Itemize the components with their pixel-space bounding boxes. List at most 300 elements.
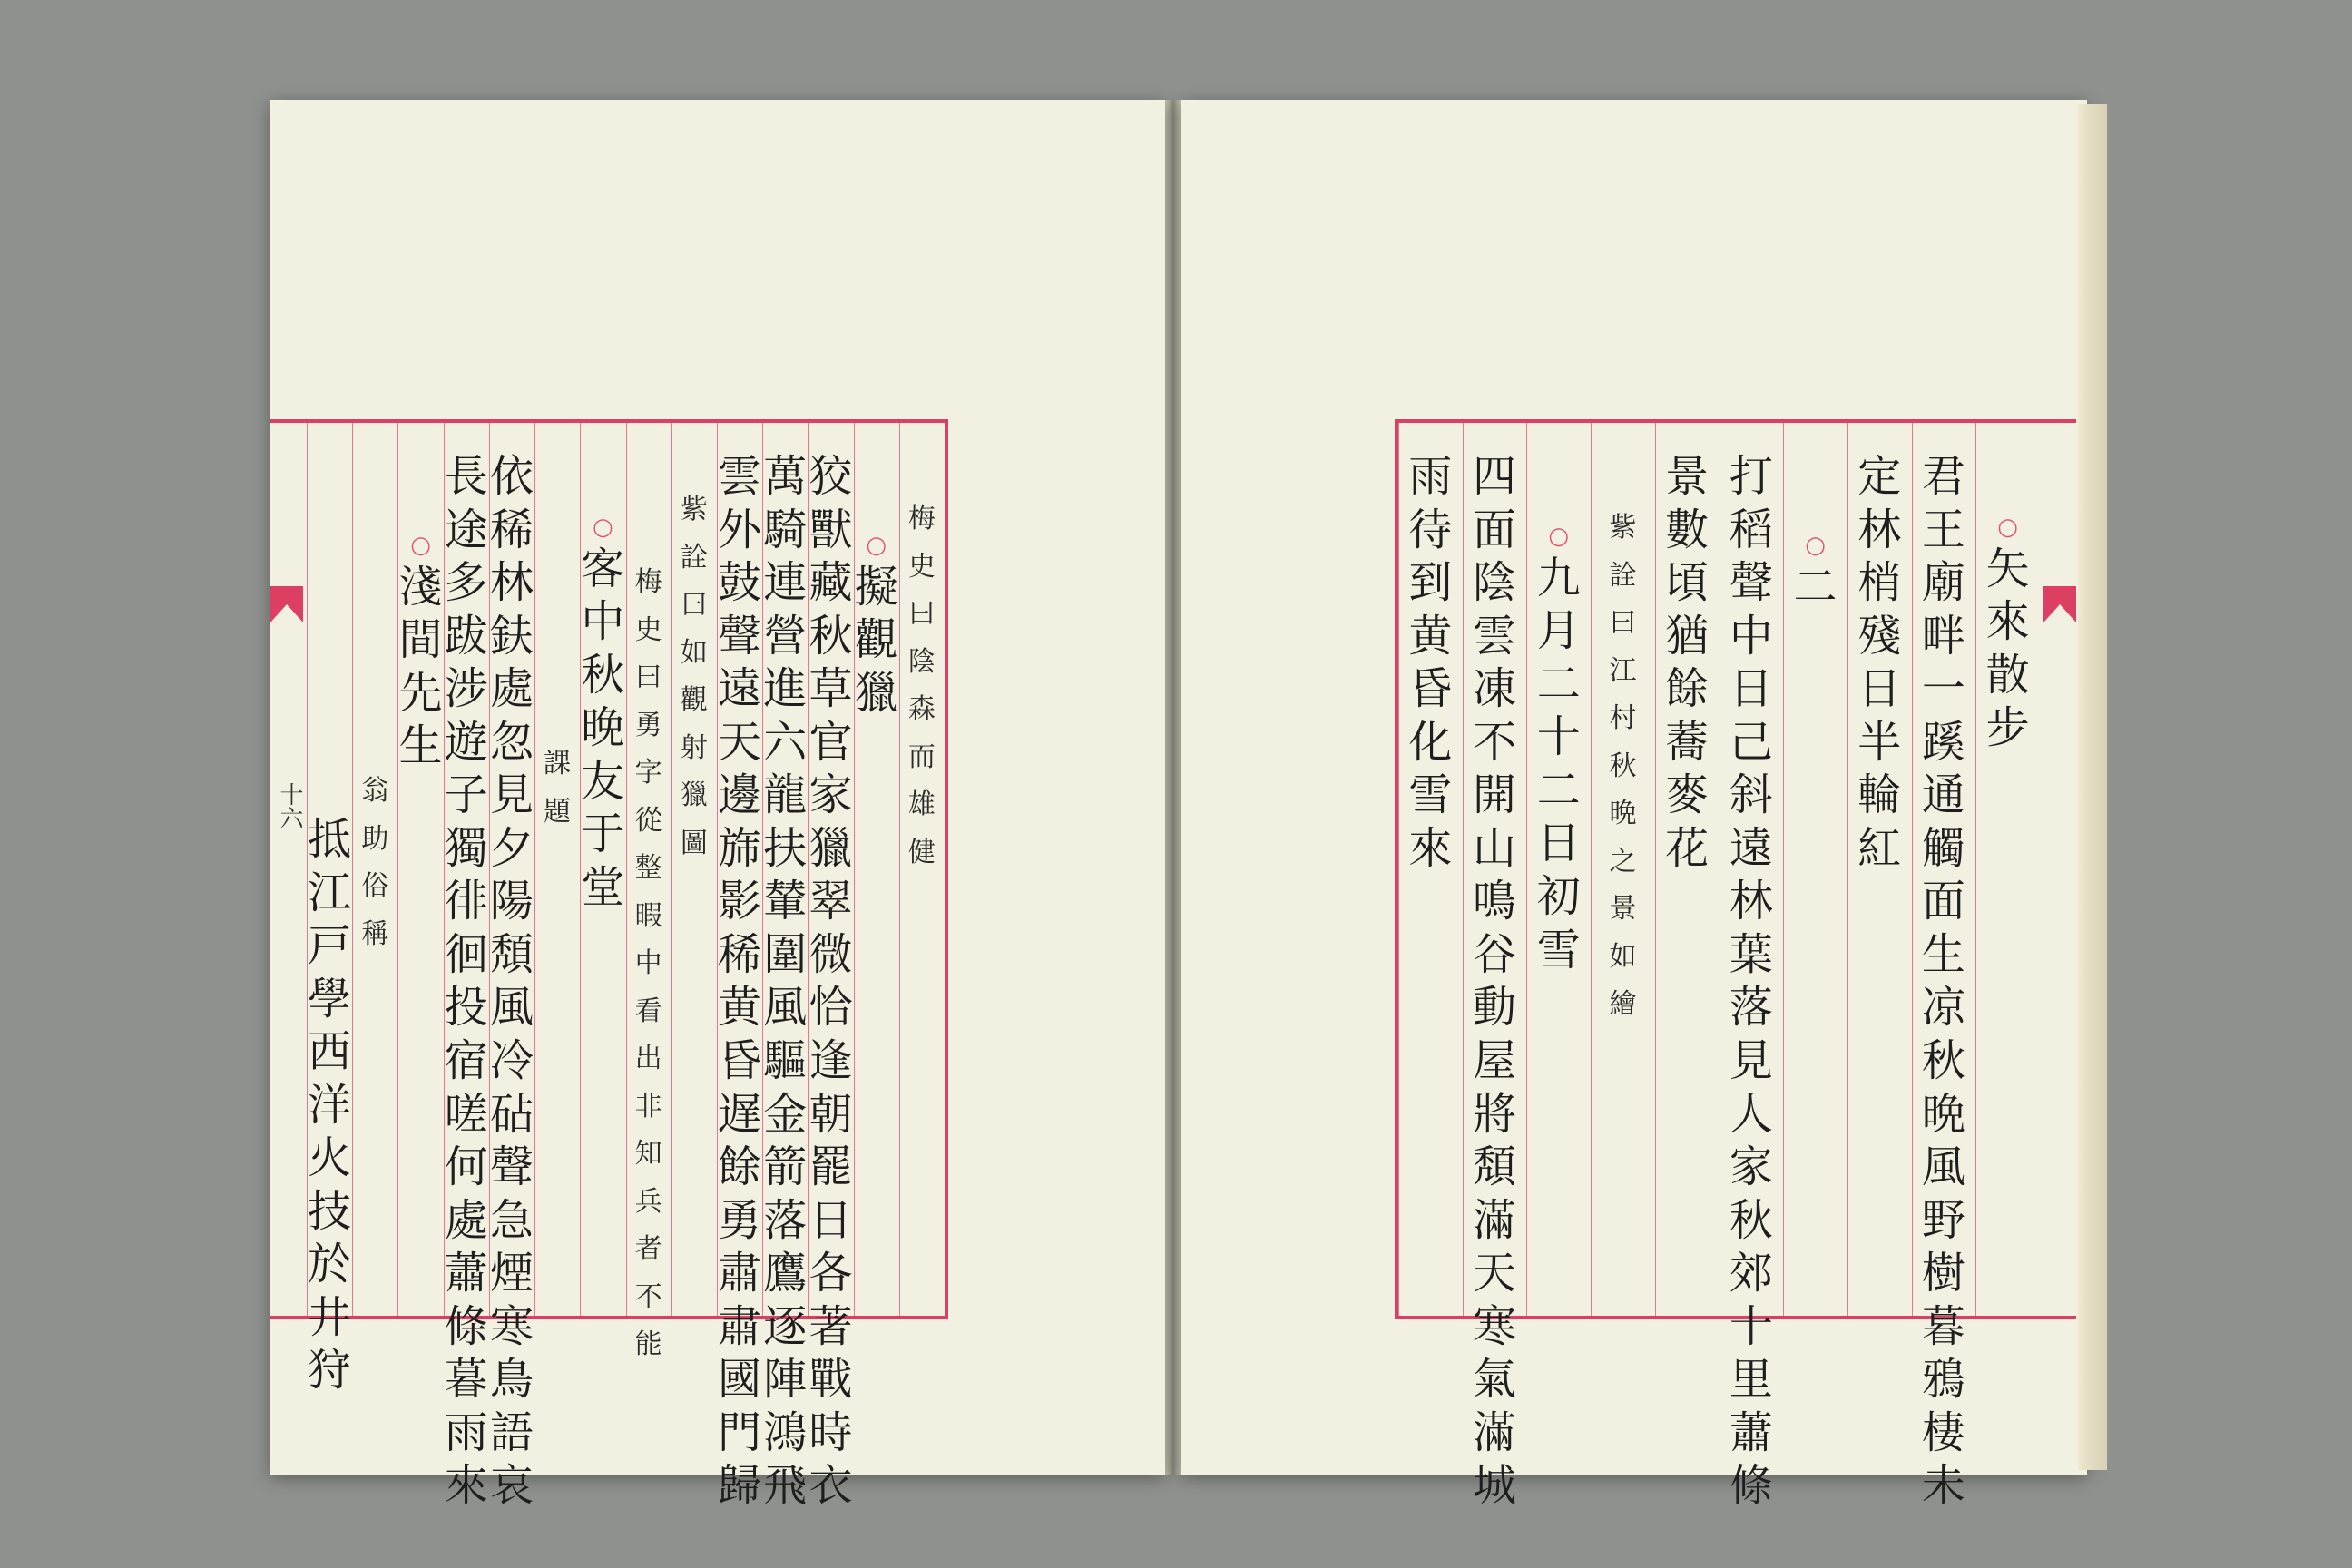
glyph: 見	[489, 769, 534, 821]
glyph: 進	[763, 663, 808, 715]
glyph: 中	[581, 596, 625, 648]
column-rule	[1398, 423, 1399, 1316]
glyph: 抵	[308, 814, 352, 865]
glyph: 詮	[680, 541, 708, 573]
circle-mark-icon: ○	[410, 532, 431, 559]
glyph: 開	[1473, 769, 1517, 821]
glyph: 史	[907, 550, 936, 583]
glyph: 跋	[444, 610, 488, 662]
circle-mark-icon: ○	[1548, 523, 1570, 550]
glyph: 江	[1609, 654, 1637, 687]
glyph: 淺	[398, 561, 443, 612]
glyph: 堂	[581, 862, 625, 913]
glyph: 稀	[489, 504, 534, 555]
glyph: 殘	[1857, 610, 1902, 662]
glyph: 二	[1536, 658, 1581, 710]
glyph: 見	[1729, 1035, 1773, 1087]
glyph: 君	[1921, 451, 1965, 502]
glyph: 天	[718, 716, 762, 768]
glyph: 蕎	[1665, 716, 1710, 768]
glyph: 門	[718, 1406, 762, 1458]
glyph: 遠	[1729, 822, 1773, 874]
glyph: 棲	[1921, 1406, 1965, 1458]
glyph: 客	[581, 543, 625, 594]
glyph: 罷	[808, 1142, 853, 1193]
glyph: 俗	[361, 870, 389, 902]
glyph: 影	[718, 876, 762, 927]
glyph: 猶	[1665, 610, 1710, 662]
glyph: 森	[907, 693, 936, 725]
glyph: 外	[718, 504, 762, 555]
glyph: 國	[718, 1354, 762, 1406]
circle-mark-icon: ○	[593, 514, 613, 541]
glyph: 落	[1729, 982, 1773, 1034]
glyph: 月	[1536, 605, 1581, 657]
glyph: 知	[634, 1138, 662, 1170]
glyph: 曰	[1609, 607, 1637, 639]
glyph: 雨	[1408, 451, 1453, 502]
glyph: 天	[1473, 1248, 1517, 1299]
glyph: 將	[1473, 1088, 1517, 1140]
glyph: 投	[444, 982, 488, 1034]
glyph: 擬	[854, 561, 898, 612]
page-number: 十六	[276, 782, 303, 829]
glyph: 兵	[634, 1185, 662, 1218]
glyph: 狡	[808, 451, 853, 502]
glyph: 通	[1921, 769, 1965, 821]
glyph: 肅	[718, 1248, 762, 1299]
glyph: 晚	[581, 702, 625, 754]
glyph: 龍	[763, 769, 808, 821]
glyph: 陰	[907, 645, 936, 678]
glyph: 曰	[907, 598, 936, 630]
glyph: 風	[489, 982, 534, 1034]
glyph: 各	[808, 1248, 853, 1299]
glyph: 四	[1473, 451, 1517, 502]
glyph: 處	[489, 663, 534, 715]
glyph: 畔	[1921, 610, 1965, 662]
glyph: 遊	[444, 716, 488, 768]
glyph: 面	[1473, 504, 1517, 555]
glyph: 餘	[1665, 663, 1710, 715]
glyph: 數	[1665, 504, 1710, 555]
glyph: 逐	[763, 1300, 808, 1352]
glyph: 山	[1473, 822, 1517, 874]
glyph: 初	[1536, 871, 1581, 922]
glyph: 黄	[1408, 610, 1453, 662]
glyph: 途	[444, 504, 488, 555]
glyph: 輪	[1857, 769, 1902, 821]
glyph: 凉	[1921, 982, 1965, 1034]
glyph: 萬	[763, 451, 808, 502]
column-rule	[1655, 423, 1656, 1316]
glyph: 勇	[718, 1194, 762, 1246]
glyph: 蕭	[444, 1248, 488, 1299]
glyph: 如	[1609, 940, 1637, 973]
glyph: 滿	[1473, 1194, 1517, 1246]
text-column	[1980, 423, 2036, 1316]
glyph: 遅	[718, 1088, 762, 1140]
glyph: 寒	[489, 1300, 534, 1352]
glyph: 營	[763, 610, 808, 662]
glyph: 麥	[1665, 769, 1710, 821]
glyph: 藏	[808, 557, 853, 609]
glyph: 先	[398, 667, 443, 719]
glyph: 草	[808, 663, 853, 715]
glyph: 不	[634, 1280, 662, 1313]
glyph: 邊	[718, 769, 762, 821]
glyph: 鳥	[489, 1354, 534, 1406]
glyph: 聲	[1729, 557, 1773, 609]
glyph: 頃	[1665, 557, 1710, 609]
glyph: 斜	[1729, 769, 1773, 821]
glyph: 繪	[1609, 988, 1637, 1020]
glyph: 鴉	[1921, 1354, 1965, 1406]
glyph: 動	[1473, 982, 1517, 1034]
glyph: 葉	[1729, 928, 1773, 980]
glyph: 西	[308, 1026, 352, 1078]
glyph: 輦	[763, 876, 808, 927]
glyph: 鈇	[489, 610, 534, 662]
glyph: 何	[444, 1142, 488, 1193]
glyph: 雲	[718, 451, 762, 502]
glyph: 寒	[1473, 1300, 1517, 1352]
column-rule	[1975, 423, 1976, 1316]
glyph: 景	[1609, 893, 1637, 925]
glyph: 友	[581, 755, 625, 807]
glyph: 不	[1473, 716, 1517, 768]
glyph: 九	[1536, 552, 1581, 603]
text-column	[1659, 423, 1715, 1316]
glyph: 徊	[444, 928, 488, 980]
glyph: 秋	[1921, 1035, 1965, 1087]
glyph: 雪	[1536, 924, 1581, 975]
text-column	[1916, 423, 1972, 1512]
glyph: 逢	[808, 1035, 853, 1087]
fishtail-mark-left	[270, 586, 303, 622]
glyph: 間	[398, 614, 443, 666]
glyph: 歸	[718, 1460, 762, 1512]
column-rule	[1912, 423, 1913, 1316]
glyph: 冷	[489, 1035, 534, 1087]
glyph: 來	[1408, 822, 1453, 874]
glyph: 梅	[634, 566, 662, 598]
glyph: 狩	[308, 1345, 352, 1396]
glyph: 能	[634, 1328, 662, 1360]
glyph: 哀	[489, 1460, 534, 1512]
right-text-frame	[1395, 419, 2076, 1512]
glyph: 射	[680, 731, 708, 764]
glyph: 頽	[1473, 1142, 1517, 1193]
glyph: 箭	[763, 1142, 808, 1193]
glyph: 秋	[808, 610, 853, 662]
glyph: 於	[308, 1239, 352, 1290]
glyph: 忽	[489, 716, 534, 768]
column-rule	[1526, 423, 1527, 1316]
glyph: 定	[1857, 451, 1902, 502]
glyph: 條	[1729, 1460, 1773, 1512]
glyph: 獨	[444, 822, 488, 874]
glyph: 雄	[907, 789, 936, 820]
glyph: 急	[489, 1194, 534, 1246]
text-column	[301, 423, 358, 1396]
glyph: 林	[1857, 504, 1902, 555]
glyph: 秋	[1729, 1194, 1773, 1246]
glyph: 一	[1921, 663, 1965, 715]
book-gutter	[1165, 100, 1181, 1475]
glyph: 面	[1921, 876, 1965, 927]
glyph: 曰	[634, 662, 662, 693]
column-rule	[1463, 423, 1464, 1316]
left-text-frame	[270, 419, 948, 1512]
glyph: 者	[634, 1233, 662, 1265]
glyph: 詮	[1609, 559, 1637, 592]
glyph: 圍	[763, 928, 808, 980]
glyph: 嗟	[444, 1088, 488, 1140]
glyph: 家	[808, 769, 853, 821]
glyph: 十	[1536, 711, 1581, 763]
glyph: 獵	[808, 822, 853, 874]
glyph: 二	[1536, 764, 1581, 816]
glyph: 稻	[1729, 504, 1773, 555]
glyph: 王	[1921, 504, 1965, 555]
glyph: 夕	[489, 822, 534, 874]
glyph: 暇	[634, 899, 662, 932]
glyph: 秋	[1609, 750, 1637, 782]
text-column	[1531, 423, 1587, 1316]
glyph: 依	[489, 451, 534, 502]
glyph: 恰	[808, 982, 853, 1034]
glyph: 風	[1921, 1142, 1965, 1193]
glyph: 扶	[763, 822, 808, 874]
glyph: 肅	[718, 1300, 762, 1352]
glyph: 郊	[1729, 1248, 1773, 1299]
glyph: 晩	[1609, 798, 1637, 829]
glyph: 聲	[718, 610, 762, 662]
glyph: 氣	[1473, 1354, 1517, 1406]
glyph: 課	[544, 748, 572, 779]
column-rule	[1591, 423, 1592, 1316]
glyph: 梅	[907, 503, 936, 534]
glyph: 雲	[1473, 610, 1517, 662]
glyph: 鴻	[763, 1406, 808, 1458]
glyph: 朝	[808, 1088, 853, 1140]
circle-mark-icon: ○	[866, 532, 887, 559]
glyph: 林	[1729, 876, 1773, 927]
glyph: 翁	[361, 775, 389, 807]
glyph: 井	[308, 1291, 352, 1343]
circle-mark-icon: ○	[1997, 514, 2018, 541]
glyph: 紫	[680, 494, 708, 525]
glyph: 頽	[489, 928, 534, 980]
glyph: 六	[763, 716, 808, 768]
glyph: 人	[1729, 1088, 1773, 1140]
glyph: 蹊	[1921, 716, 1965, 768]
glyph: 樹	[1921, 1248, 1965, 1299]
glyph: 鳴	[1473, 876, 1517, 927]
glyph: 陽	[489, 876, 534, 927]
glyph: 梢	[1857, 557, 1902, 609]
glyph: 野	[1921, 1194, 1965, 1246]
glyph: 煙	[489, 1248, 534, 1299]
glyph: 火	[308, 1132, 352, 1184]
glyph: 花	[1665, 822, 1710, 874]
glyph: 出	[634, 1043, 662, 1074]
glyph: 餘	[718, 1142, 762, 1193]
glyph: 獵	[680, 779, 708, 811]
glyph: 林	[489, 557, 534, 609]
glyph: 獵	[854, 667, 898, 719]
glyph: 日	[1857, 663, 1902, 715]
glyph: 觀	[854, 614, 898, 666]
glyph: 屋	[1473, 1035, 1517, 1087]
glyph: 鷹	[763, 1248, 808, 1299]
circle-mark-icon: ○	[1805, 532, 1826, 559]
glyph: 景	[1665, 451, 1710, 502]
glyph: 稀	[718, 928, 762, 980]
glyph: 廟	[1921, 557, 1965, 609]
glyph: 散	[1985, 649, 2030, 701]
glyph: 凍	[1473, 663, 1517, 715]
glyph: 子	[444, 769, 488, 821]
fishtail-mark-right	[2043, 586, 2076, 622]
glyph: 砧	[489, 1088, 534, 1140]
glyph: 旆	[718, 822, 762, 874]
glyph: 陣	[763, 1354, 808, 1406]
glyph: 助	[361, 822, 389, 855]
glyph: 衣	[808, 1460, 853, 1512]
glyph: 陰	[1473, 557, 1517, 609]
text-column	[1788, 423, 1844, 1316]
glyph: 長	[444, 451, 488, 502]
glyph: 條	[444, 1300, 488, 1352]
glyph: 勇	[634, 709, 662, 741]
glyph: 之	[1609, 845, 1637, 877]
glyph: 來	[444, 1460, 488, 1512]
glyph: 宿	[444, 1035, 488, 1087]
glyph: 滿	[1473, 1406, 1517, 1458]
glyph: 微	[808, 928, 853, 980]
glyph: 到	[1408, 557, 1453, 609]
glyph: 昏	[718, 1035, 762, 1087]
glyph: 蕭	[1729, 1406, 1773, 1458]
glyph: 日	[808, 1194, 853, 1246]
glyph: 矢	[1985, 543, 2030, 594]
column-rule	[1847, 423, 1848, 1316]
glyph: 晩	[1921, 1088, 1965, 1140]
glyph: 戸	[308, 920, 352, 972]
glyph: 非	[634, 1090, 662, 1122]
glyph: 看	[634, 995, 662, 1027]
glyph: 涉	[444, 663, 488, 715]
text-column	[1402, 423, 1458, 1316]
glyph: 觸	[1921, 822, 1965, 874]
glyph: 技	[308, 1185, 352, 1237]
glyph: 于	[581, 808, 625, 860]
glyph: 字	[634, 757, 662, 789]
glyph: 聲	[489, 1142, 534, 1193]
glyph: 城	[1473, 1460, 1517, 1512]
glyph: 未	[1921, 1460, 1965, 1512]
glyph: 整	[634, 852, 662, 884]
glyph: 里	[1729, 1354, 1773, 1406]
glyph: 秋	[581, 649, 625, 701]
glyph: 著	[808, 1300, 853, 1352]
glyph: 圖	[680, 827, 708, 859]
glyph: 二	[1793, 561, 1838, 612]
glyph: 黄	[718, 982, 762, 1034]
glyph: 驅	[763, 1035, 808, 1087]
glyph: 從	[634, 804, 662, 837]
glyph: 觀	[680, 684, 708, 716]
glyph: 生	[398, 720, 443, 772]
glyph: 雪	[1408, 769, 1453, 821]
glyph: 紫	[1609, 512, 1637, 544]
glyph: 處	[444, 1194, 488, 1246]
glyph: 學	[308, 973, 352, 1024]
glyph: 戰	[808, 1354, 853, 1406]
glyph: 來	[1985, 596, 2030, 648]
glyph: 騎	[763, 504, 808, 555]
glyph: 洋	[308, 1079, 352, 1131]
page-edges	[2078, 104, 2107, 1470]
text-column	[1594, 423, 1651, 1316]
glyph: 打	[1729, 451, 1773, 502]
glyph: 日	[1729, 663, 1773, 715]
text-column	[1723, 423, 1779, 1512]
glyph: 史	[634, 613, 662, 646]
glyph: 而	[907, 740, 936, 773]
glyph: 紅	[1857, 822, 1902, 874]
glyph: 遠	[718, 663, 762, 715]
glyph: 十	[1729, 1300, 1773, 1352]
glyph: 雨	[444, 1406, 488, 1458]
glyph: 待	[1408, 504, 1453, 555]
glyph: 暮	[444, 1354, 488, 1406]
glyph: 飛	[763, 1460, 808, 1512]
glyph: 如	[680, 636, 708, 669]
glyph: 徘	[444, 876, 488, 927]
glyph: 語	[489, 1406, 534, 1458]
column-rule	[1783, 423, 1784, 1316]
glyph: 時	[808, 1406, 853, 1458]
glyph: 昏	[1408, 663, 1453, 715]
glyph: 中	[1729, 610, 1773, 662]
glyph: 江	[308, 867, 352, 918]
glyph: 稱	[361, 917, 389, 950]
glyph: 化	[1408, 716, 1453, 768]
glyph: 風	[763, 982, 808, 1034]
glyph: 中	[634, 947, 662, 979]
text-column	[1851, 423, 1907, 1316]
glyph: 步	[1985, 702, 2030, 754]
glyph: 日	[1536, 818, 1581, 869]
glyph: 暮	[1921, 1300, 1965, 1352]
glyph: 健	[907, 836, 936, 868]
glyph: 家	[1729, 1142, 1773, 1193]
glyph: 落	[763, 1194, 808, 1246]
glyph: 曰	[680, 589, 708, 621]
glyph: 連	[763, 557, 808, 609]
glyph: 己	[1729, 716, 1773, 768]
glyph: 鼓	[718, 557, 762, 609]
glyph: 金	[763, 1088, 808, 1140]
glyph: 翠	[808, 876, 853, 927]
glyph: 村	[1609, 702, 1637, 734]
glyph: 獸	[808, 504, 853, 555]
glyph: 谷	[1473, 928, 1517, 980]
glyph: 官	[808, 716, 853, 768]
